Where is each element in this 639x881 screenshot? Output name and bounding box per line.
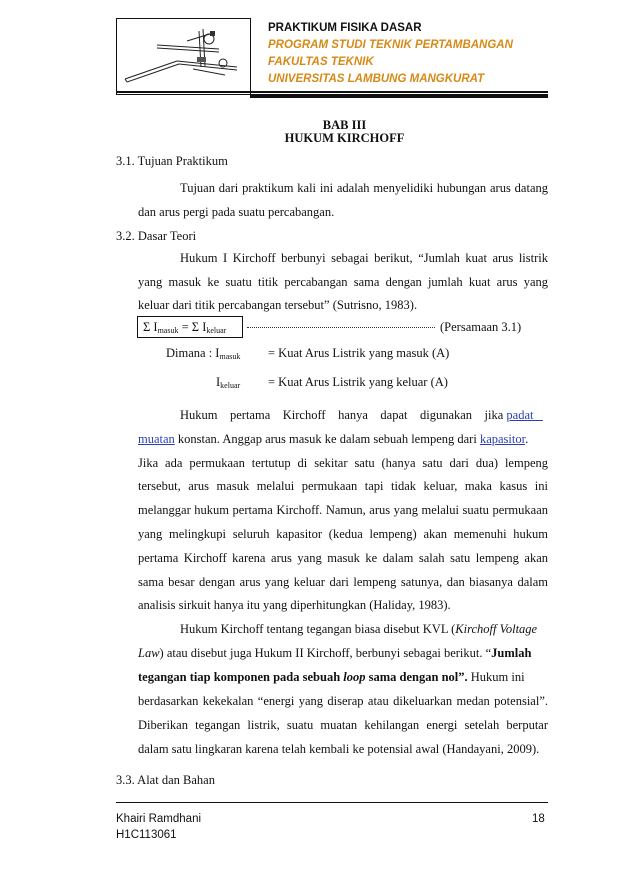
link-kapasitor[interactable]: kapasitor: [479, 432, 526, 446]
chapter-label: BAB III: [322, 118, 367, 132]
paragraph-line: yang masuk ke suatu titik percabangan sama dengan jumlah kuat arus yang: [138, 275, 548, 289]
paragraph-line: tersebut, arus masuk melalui permukaan tapi tidak keluar, maka kasus ini: [138, 479, 548, 493]
paragraph-line: dalam satu lingkaran karena telah kembali ke potensial awal (Handayani, 2009).: [138, 742, 540, 756]
paragraph-line: Diberikan tegangan listrik, suatu muatan kehilangan energi setelah berputar: [138, 718, 548, 732]
equation-3-1: Σ $I_{masuk} = \Sigma$ $I_{keluar}$: [143, 320, 227, 335]
header-divider: [116, 91, 548, 93]
paragraph-line: Hukum pertama Kirchoff hanya dapat digunakan jika padat: [180, 408, 534, 422]
definition-i-keluar-symbol: $I_{keluar}$: [216, 375, 241, 390]
link-muatan[interactable]: muatan: [138, 432, 175, 446]
lab-apparatus-logo: [116, 18, 251, 95]
paragraph-line: Hukum I Kirchoff berbunyi sebagai berikut, “Jumlah kuat arus listrik: [180, 251, 548, 265]
paragraph-line: berdasarkan kekekalan “energi yang diserap atau dikeluarkan medan potensial”.: [138, 694, 548, 708]
section-heading-3-2: 3.2. Dasar Teori: [116, 229, 197, 243]
paragraph-line: Jika ada permukaan tertutup di sekitar satu (hanya satu dari dua) lempeng: [138, 456, 548, 470]
header-divider-thick: [250, 94, 548, 98]
link-padat-muatan[interactable]: padat: [506, 408, 534, 422]
header-line-1: PRAKTIKUM FISIKA DASAR: [268, 22, 422, 34]
paragraph-line: Tujuan dari praktikum kali ini adalah menyelidiki hubungan arus datang: [180, 181, 548, 195]
apparatus-drawing-icon: [117, 19, 249, 93]
footer-author-name: Khairi Ramdhani: [116, 813, 202, 825]
page-number: 18: [532, 813, 545, 825]
equation-number: (Persamaan 3.1): [440, 320, 522, 334]
definition-i-masuk-symbol: Dimana : $I_{masuk}$: [166, 346, 241, 361]
paragraph-line: keluar dari titik percabangan tersebut” (Sutrisno, 1983).: [138, 298, 418, 312]
equation-leader-dots: [247, 327, 435, 328]
paragraph-line: dan arus pergi pada suatu percabangan.: [138, 205, 335, 219]
paragraph-line: melanggar hukum pertama Kirchoff. Namun, arus yang melalui suatu permukaan: [138, 503, 548, 517]
header-line-3: FAKULTAS TEKNIK: [268, 56, 374, 68]
paragraph-line: sama besar dengan arus yang keluar dari lempeng satunya, dan biasanya dalam: [138, 575, 548, 589]
header-line-2: PROGRAM STUDI TEKNIK PERTAMBANGAN: [268, 39, 513, 51]
paragraph-line: Hukum Kirchoff tentang tegangan biasa disebut KVL (Kirchoff Voltage: [180, 622, 538, 636]
footer-student-id: H1C113061: [116, 829, 177, 841]
definition-i-masuk-text: = Kuat Arus Listrik yang masuk (A): [268, 346, 450, 360]
chapter-title: HUKUM KIRCHOFF: [284, 131, 405, 145]
paragraph-line: yang melingkupi seluruh kapasitor (kedua lempeng) akan memenuhi hukum: [138, 527, 548, 541]
section-heading-3-3: 3.3. Alat dan Bahan: [116, 773, 215, 787]
header-line-4: UNIVERSITAS LAMBUNG MANGKURAT: [268, 73, 485, 85]
section-heading-3-1: 3.1. Tujuan Praktikum: [116, 154, 228, 168]
paragraph-line: muatan konstan. Anggap arus masuk ke dalam sebuah lempeng dari kapasitor.: [138, 432, 529, 446]
footer-divider: [116, 802, 548, 803]
paragraph-line: analisis sirkuit hanya itu yang diperhitungkan (Haliday, 1983).: [138, 598, 451, 612]
definition-i-keluar-text: = Kuat Arus Listrik yang keluar (A): [268, 375, 448, 389]
paragraph-line: tegangan tiap komponen pada sebuah loop sama dengan nol”. Hukum ini: [138, 670, 525, 684]
paragraph-line: Law) atau disebut juga Hukum II Kirchoff, berbunyi sebagai berikut. “Jumlah: [138, 646, 532, 660]
paragraph-line: pertama Kirchoff karena arus yang masuk ke dalam salah satu lempeng akan: [138, 551, 548, 565]
